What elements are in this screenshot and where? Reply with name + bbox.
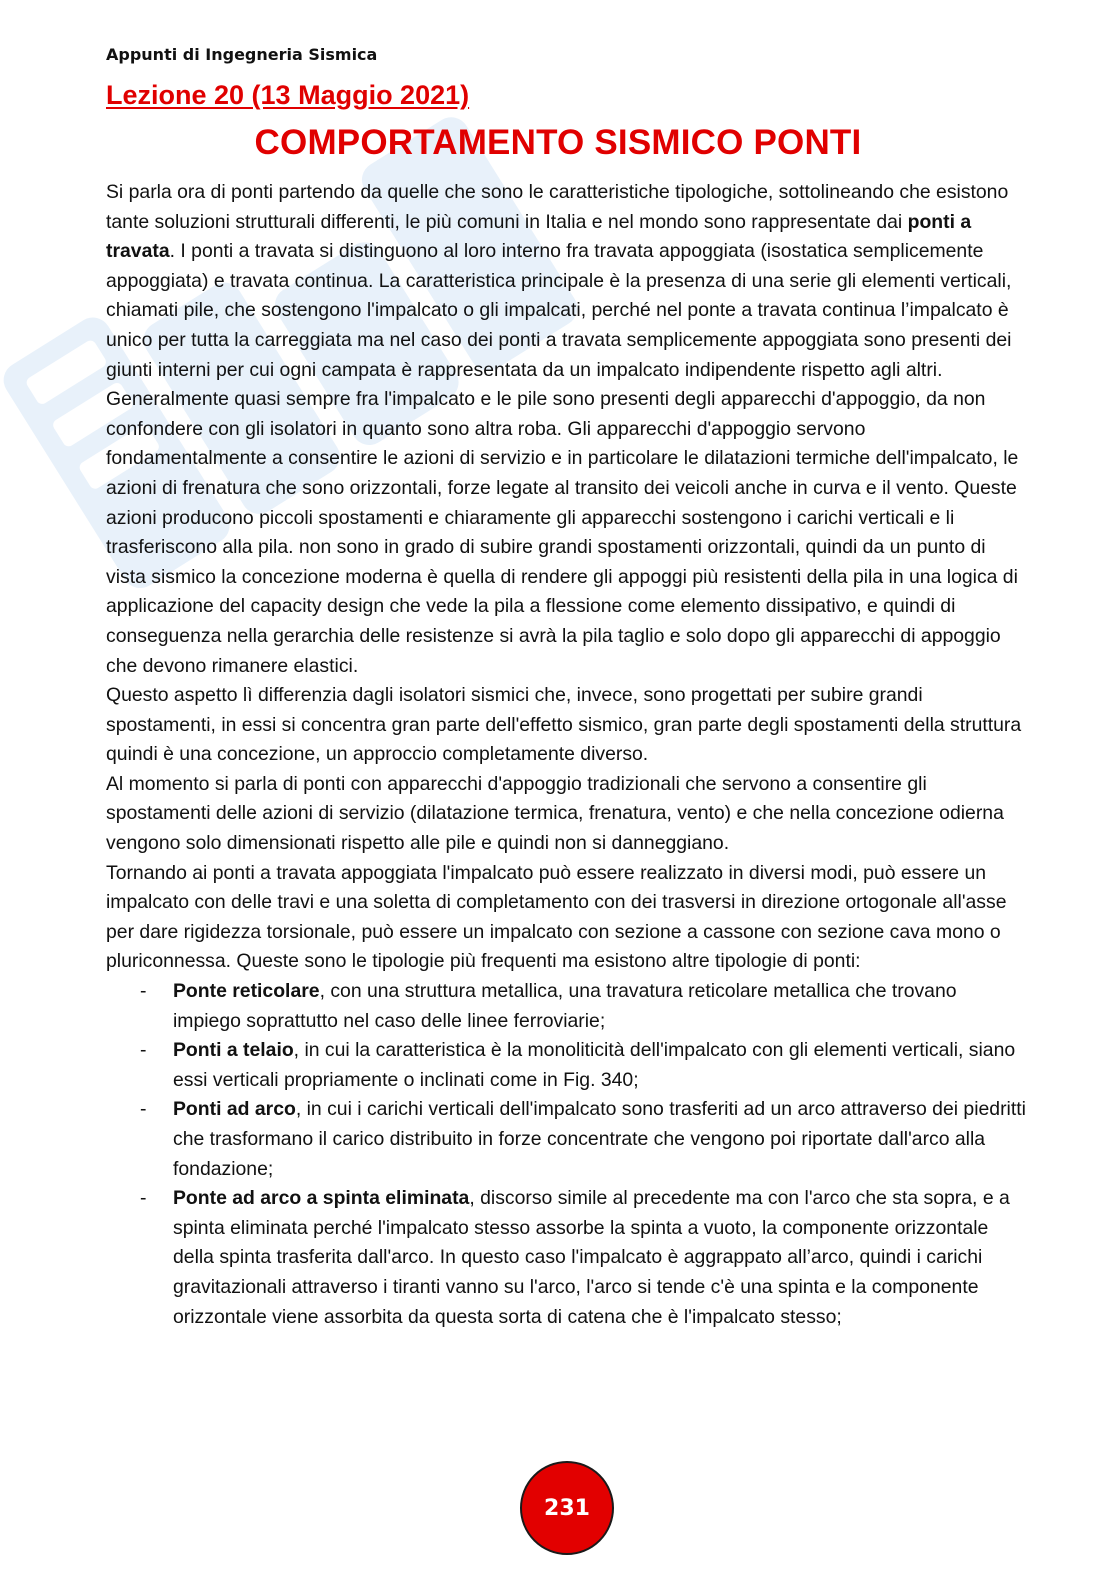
page-number: 231 [544,1495,590,1521]
list-item-term: Ponti a telaio [173,1039,294,1062]
list-dash: - [140,1187,147,1210]
list-dash: - [140,980,147,1003]
list-item [106,1184,1028,1332]
lesson-title: Lezione 20 (13 Maggio 2021) [106,80,470,110]
list-item [106,1036,1028,1095]
list-item-term: Ponte reticolare [173,980,320,1003]
list-dash: - [140,1098,147,1121]
paragraph-deck-types: Tornando ai ponti a travata appoggiata l'impalcato può essere realizzato in diversi modi, può essere un impalcato con delle travi e una soletta di completamento con dei trasversi in direzione ortogonale all'asse per dare rigidezza torsionale, può essere un impalcato con sezione a cassone con sezione cava mono o pluriconnessa. Queste sono le tipologie più frequenti ma esistono altre tipologie di ponti: [106,861,1007,973]
paragraph-text: Si parla ora di ponti partendo da quelle che sono le caratteristiche tipologiche, sottolineando che esistono tante soluzioni strutturali differenti, le più comuni in Italia e nel mondo sono rappresentate dai [106,181,1009,233]
paragraph-bearings: Al momento si parla di ponti con apparecchi d'appoggio tradizionali che servono a consentire gli spostamenti delle azioni di servizio (dilatazione termica, frenatura, vento) e che nella concezione odierna vengono solo dimensionati rispetto alle pile e quindi non si danneggiano. [106,772,1004,855]
paragraph-text: . I ponti a travata si distinguono al loro interno fra travata appoggiata (isostatica semplicemente appoggiata) e travata continua. La caratteristica principale è la presenza di una serie gli elementi verticali, chiamati pile, che sostengono l'impalcato o gli impalcati, perché nel ponte a travata continua l’impalcato è unico per tutta la carreggiata ma nel caso dei ponti a travata semplicemente appoggiata sono presenti dei giunti interni per cui ogni campata è rappresentata da un impalcato indipendente rispetto agli altri. Generalmente quasi sempre fra l'impalcato e le pile sono presenti degli apparecchi d'appoggio, da non confondere con gli isolatori in quanto sono altra roba. Gli apparecchi d'appoggio servono fondamentalmente a consentire le azioni di servizio e in particolare le dilatazioni termiche dell'impalcato, le azioni di frenatura che sono orizzontali, forze legate al transito dei veicoli anche in curva e il vento. Queste azioni producono piccoli spostamenti e chiaramente gli apparecchi sostengono i carichi verticali e li trasferiscono alla pila. non sono in grado di subire grandi spostamenti orizzontali, quindi da un punto di vista sismico la concezione moderna è quella di rendere gli appoggi più resistenti della pila in una logica di applicazione del capacity design che vede la pila a flessione come elemento dissipativo, e quindi di conseguenza nella gerarchia delle resistenze si avrà la pila taglio e solo dopo gli apparecchi di appoggio che devono rimanere elastici. [106,240,1019,677]
list-item-term: Ponti ad arco [173,1098,296,1121]
document-body [106,178,1028,1332]
list-dash: - [140,1039,147,1062]
list-item-text: , in cui i carichi verticali dell'impalcato sono trasferiti ad un arco attraverso dei piedritti che trasformano il carico distribuito in forze concentrate che vengono poi riportate dall'arco alla fondazione; [173,1098,1026,1180]
paragraph-intro [106,178,1028,681]
bridge-types-list [106,977,1028,1332]
list-item-text: , in cui la caratteristica è la monoliticità dell'impalcato con gli elementi verticali, siano essi verticali propriamente o inclinati come in Fig. 340; [173,1039,1016,1091]
document-header: Appunti di Ingegneria Sismica [106,45,378,64]
list-item-text: , con una struttura metallica, una travatura reticolare metallica che trovano impiego soprattutto nel caso delle linee ferroviarie; [173,980,957,1032]
bold-term: ponti a travata [106,210,972,263]
list-item-term: Ponte ad arco a spinta eliminata [173,1187,470,1210]
paragraph-isolators: Questo aspetto lì differenzia dagli isolatori sismici che, invece, sono progettati per subire grandi spostamenti, in essi si concentra gran parte dell'effetto sismico, gran parte degli spostamenti della struttura quindi è una concezione, un approccio completamente diverso. [106,684,1022,766]
page-title: COMPORTAMENTO SISMICO PONTI [254,123,862,162]
page-number-badge [520,1461,614,1555]
list-item [106,1095,1028,1184]
list-item-text: , discorso simile al precedente ma con l'arco che sta sopra, e a spinta eliminata perché l'impalcato stesso assorbe la spinta a vuoto, la componente orizzontale della spinta trasferita dall'arco. In questo caso l'impalcato è aggrappato all’arco, quindi i carichi gravitazionali attraverso i tiranti vanno su l'arco, l'arco si tende c'è una spinta e la componente orizzontale viene assorbita da questa sorta di catena che è l'impalcato stesso; [173,1187,1010,1328]
list-item [106,977,1028,1036]
